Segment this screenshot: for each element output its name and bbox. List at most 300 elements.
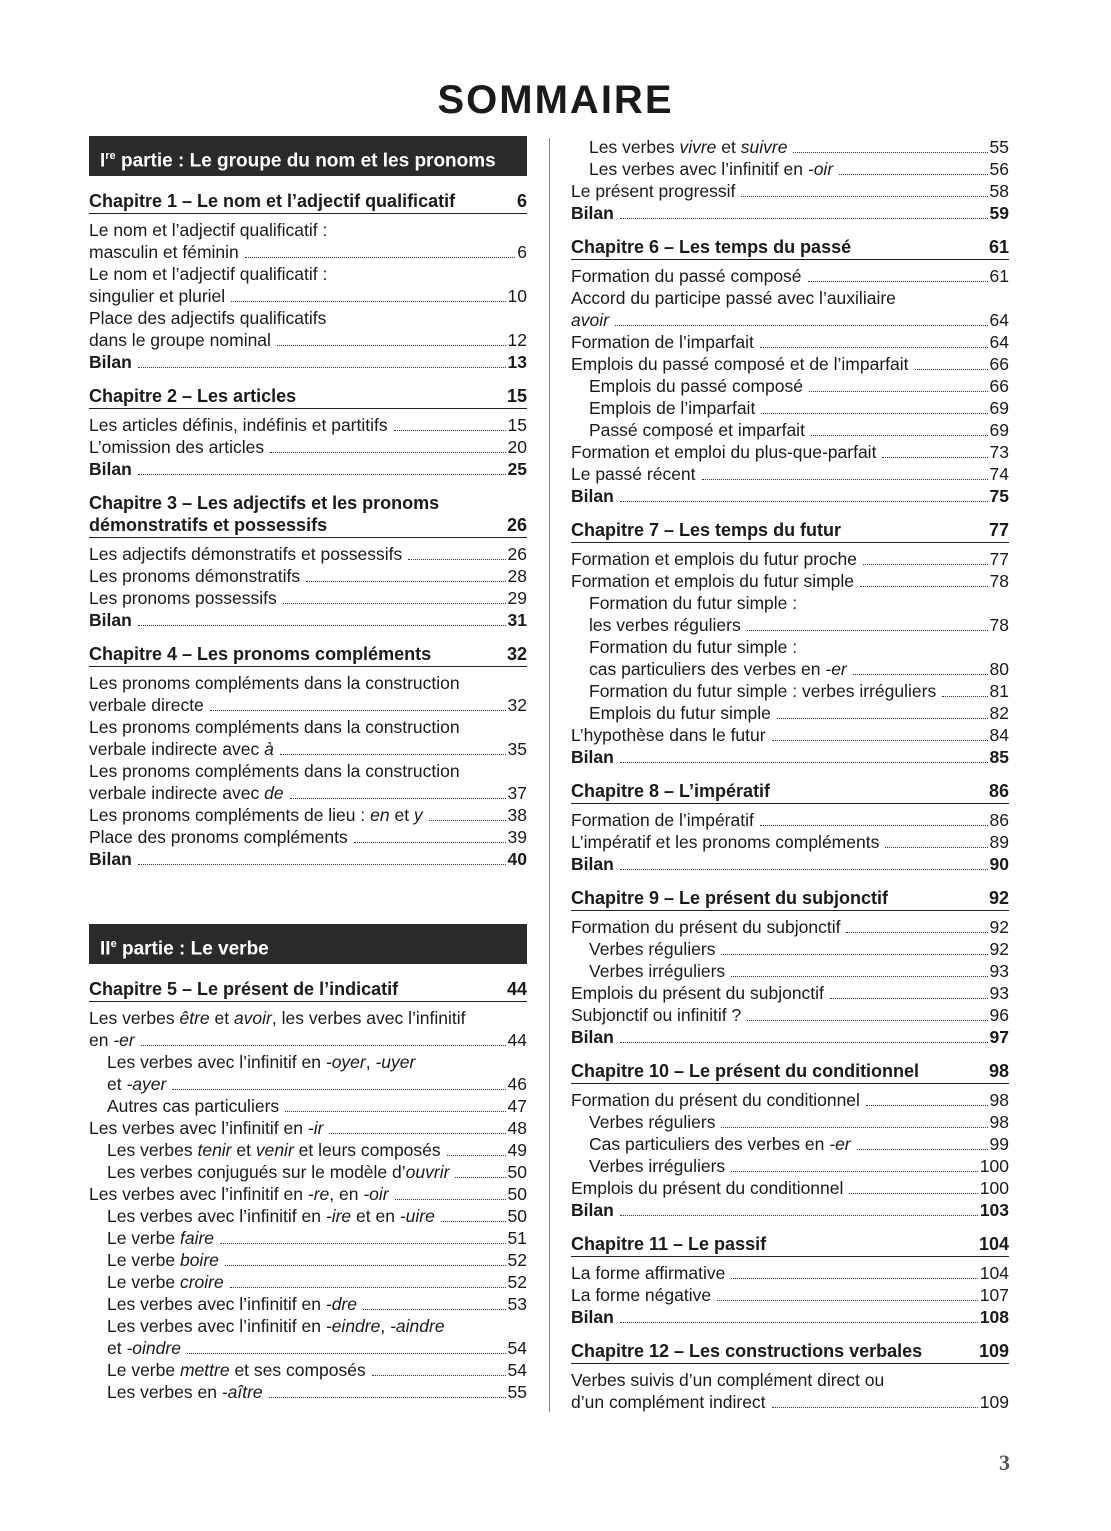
chapter-page: 109 xyxy=(978,1341,1009,1361)
toc-entry-label: Les verbes avec l’infinitif en -re, en -oir xyxy=(89,1184,389,1204)
toc-entry-page: 64 xyxy=(989,310,1009,330)
leader-dots xyxy=(747,1020,987,1021)
toc-entry xyxy=(571,680,1009,702)
leader-dots xyxy=(270,452,505,453)
toc-entry-page: 15 xyxy=(507,415,527,435)
leader-dots xyxy=(231,301,505,302)
leader-dots xyxy=(853,674,988,675)
toc-entry xyxy=(571,746,1009,768)
leader-dots xyxy=(285,1111,505,1112)
toc-entry-page: 55 xyxy=(507,1382,527,1402)
toc-entry xyxy=(89,565,527,587)
toc-entry-label: Les pronoms démonstratifs xyxy=(89,566,301,586)
toc-entry-label: Formation et emplois du futur proche xyxy=(571,549,857,569)
toc-entry-page: 82 xyxy=(989,703,1009,723)
part-numeral: I xyxy=(100,150,106,172)
toc-entry xyxy=(571,1306,1009,1328)
toc-entry xyxy=(89,414,527,436)
toc-entry-page: 55 xyxy=(989,137,1009,157)
toc-entry-page: 50 xyxy=(507,1206,527,1226)
toc-entry-page: 20 xyxy=(507,437,527,457)
leader-dots xyxy=(615,325,988,326)
toc-entry-page: 51 xyxy=(507,1228,527,1248)
leader-dots xyxy=(306,581,505,582)
toc-line: Accord du participe passé avec l’auxiliaire xyxy=(571,288,896,308)
leader-dots xyxy=(808,281,988,282)
chapter-title: Chapitre 11 – Le passif xyxy=(571,1234,767,1254)
chapter-heading xyxy=(571,1233,1009,1257)
toc-line: Le nom et l’adjectif qualificatif : xyxy=(89,264,328,284)
toc-entry xyxy=(89,848,527,870)
toc-entry xyxy=(571,397,1009,419)
toc-entry-label: et -ayer xyxy=(107,1074,167,1094)
toc-entry-label: L’impératif et les pronoms compléments xyxy=(571,832,880,852)
leader-dots xyxy=(747,630,988,631)
toc-entry-label: Verbes réguliers xyxy=(589,939,716,959)
toc-entry-label: Le passé récent xyxy=(571,464,696,484)
spacer xyxy=(571,875,1009,887)
toc-entry xyxy=(571,548,1009,570)
toc-entry-label: Verbes réguliers xyxy=(589,1112,716,1132)
toc-line: Les pronoms compléments dans la construction xyxy=(89,673,460,693)
toc-entry-label: Cas particuliers des verbes en -er xyxy=(589,1134,851,1154)
toc-entry-label: en -er xyxy=(89,1030,135,1050)
toc-entry-page: 109 xyxy=(979,1392,1009,1412)
toc-entry-label: Bilan xyxy=(571,1027,614,1047)
toc-entry-page: 54 xyxy=(507,1338,527,1358)
toc-line: Les verbes être et avoir, les verbes avec l’infinitif xyxy=(89,1008,466,1028)
toc-entry-page: 104 xyxy=(979,1263,1009,1283)
chapter-title: Chapitre 10 – Le présent du conditionnel xyxy=(571,1061,920,1081)
toc-entry xyxy=(571,831,1009,853)
toc-entry-page: 66 xyxy=(989,354,1009,374)
spacer xyxy=(89,373,527,385)
leader-dots xyxy=(429,820,506,821)
toc-entry xyxy=(571,375,1009,397)
chapter-title: Chapitre 4 – Les pronoms compléments xyxy=(89,644,432,664)
toc-entry-page: 54 xyxy=(507,1360,527,1380)
leader-dots xyxy=(394,430,506,431)
toc-entry-page: 10 xyxy=(507,286,527,306)
toc-entry xyxy=(571,702,1009,724)
toc-entry-label: Subjonctif ou infinitif ? xyxy=(571,1005,742,1025)
toc-entry-page: 73 xyxy=(989,442,1009,462)
toc-entry-label: Les verbes en -aître xyxy=(107,1382,263,1402)
toc-entry-page: 46 xyxy=(507,1074,527,1094)
chapter-heading xyxy=(89,190,527,214)
toc-entry-page: 32 xyxy=(507,695,527,715)
toc-entry xyxy=(571,419,1009,441)
toc-entry xyxy=(89,804,527,826)
toc-line: Verbes suivis d’un complément direct ou xyxy=(571,1370,885,1390)
spacer xyxy=(571,507,1009,519)
chapter-heading xyxy=(89,514,527,538)
toc-entry xyxy=(89,587,527,609)
toc-entry xyxy=(89,738,527,760)
toc-entry xyxy=(571,309,1009,331)
toc-entry-page: 25 xyxy=(507,459,527,479)
toc-entry-label: Les pronoms compléments de lieu : en et y xyxy=(89,805,423,825)
toc-entry-label: Emplois du présent du conditionnel xyxy=(571,1178,844,1198)
leader-dots xyxy=(830,998,988,999)
leader-dots xyxy=(269,1397,506,1398)
toc-entry-label: verbale indirecte avec de xyxy=(89,783,284,803)
toc-entry-page: 77 xyxy=(989,549,1009,569)
leader-dots xyxy=(329,1133,505,1134)
toc-entry-label: Formation du passé composé xyxy=(571,266,802,286)
chapter-heading xyxy=(89,978,527,1002)
leader-dots xyxy=(141,1045,506,1046)
toc-entry xyxy=(571,724,1009,746)
toc-entry-label: La forme affirmative xyxy=(571,1263,726,1283)
leader-dots xyxy=(220,1243,506,1244)
chapter-heading xyxy=(571,1340,1009,1364)
toc-entry xyxy=(571,463,1009,485)
toc-entry-label: verbale directe xyxy=(89,695,204,715)
leader-dots xyxy=(277,345,506,346)
toc-left-column xyxy=(89,136,527,1403)
toc-entry-label: verbale indirecte avec à xyxy=(89,739,274,759)
toc-entry-page: 99 xyxy=(989,1134,1009,1154)
toc-entry-page: 98 xyxy=(989,1112,1009,1132)
toc-entry xyxy=(571,916,1009,938)
toc-line: Formation du futur simple : xyxy=(589,593,798,613)
toc-entry xyxy=(89,241,527,263)
toc-entry xyxy=(89,436,527,458)
toc-entry-label: Les adjectifs démonstratifs et possessifs xyxy=(89,544,403,564)
toc-entry-label: Bilan xyxy=(571,1200,614,1220)
spacer xyxy=(571,224,1009,236)
toc-entry-label: Bilan xyxy=(571,203,614,223)
toc-entry-page: 90 xyxy=(989,854,1009,874)
toc-entry-page: 64 xyxy=(989,332,1009,352)
chapter-page: 44 xyxy=(506,979,527,999)
chapter-page: 61 xyxy=(988,237,1009,257)
leader-dots xyxy=(885,847,987,848)
toc-entry-page: 89 xyxy=(989,832,1009,852)
chapter-page: 26 xyxy=(506,515,527,535)
part-header xyxy=(89,136,527,176)
toc-entry-label: Bilan xyxy=(571,747,614,767)
toc-entry xyxy=(571,938,1009,960)
leader-dots xyxy=(760,825,988,826)
leader-dots xyxy=(225,1265,506,1266)
leader-dots xyxy=(866,1105,988,1106)
chapter-heading xyxy=(571,519,1009,543)
toc-entry-page: 78 xyxy=(989,615,1009,635)
toc-entry xyxy=(89,1337,527,1359)
toc-entry-page: 80 xyxy=(989,659,1009,679)
leader-dots xyxy=(230,1287,506,1288)
toc-entry-label: Emplois du futur simple xyxy=(589,703,771,723)
toc-entry-page: 75 xyxy=(989,486,1009,506)
toc-entry-page: 13 xyxy=(507,352,527,372)
leader-dots xyxy=(942,696,987,697)
leader-dots xyxy=(620,869,988,870)
toc-entry-label: Les articles définis, indéfinis et partitifs xyxy=(89,415,388,435)
toc-entry-page: 93 xyxy=(989,961,1009,981)
toc-entry xyxy=(571,1155,1009,1177)
toc-entry xyxy=(571,982,1009,1004)
part-numeral: II xyxy=(100,938,111,960)
toc-entry-label: Formation du présent du subjonctif xyxy=(571,917,841,937)
toc-entry xyxy=(571,180,1009,202)
chapter-title: Chapitre 2 – Les articles xyxy=(89,386,297,406)
leader-dots xyxy=(793,152,987,153)
toc-entry-page: 39 xyxy=(507,827,527,847)
toc-entry xyxy=(89,1359,527,1381)
toc-entry xyxy=(89,1293,527,1315)
toc-entry-page: 96 xyxy=(989,1005,1009,1025)
toc-entry-page: 37 xyxy=(507,783,527,803)
toc-entry-label: L’omission des articles xyxy=(89,437,265,457)
chapter-title: Chapitre 3 – Les adjectifs et les pronoms xyxy=(89,493,440,513)
toc-entry xyxy=(571,331,1009,353)
chapter-page: 32 xyxy=(506,644,527,664)
chapter-title: Chapitre 8 – L’impératif xyxy=(571,781,771,801)
leader-dots xyxy=(863,564,988,565)
toc-entry-label: Les verbes tenir et venir et leurs composés xyxy=(107,1140,441,1160)
toc-entry xyxy=(89,1227,527,1249)
toc-entry-label: Emplois du passé composé xyxy=(589,376,803,396)
page-title: SOMMAIRE xyxy=(437,78,674,122)
toc-entry-label: L’hypothèse dans le futur xyxy=(571,725,766,745)
leader-dots xyxy=(777,718,988,719)
leader-dots xyxy=(860,586,987,587)
toc-entry-label: les verbes réguliers xyxy=(589,615,741,635)
leader-dots xyxy=(172,1089,505,1090)
toc-entry-label: Les verbes avec l’infinitif en -oir xyxy=(589,159,834,179)
toc-entry-page: 92 xyxy=(989,939,1009,959)
chapter-title: Chapitre 7 – Les temps du futur xyxy=(571,520,842,540)
toc-entry xyxy=(89,1205,527,1227)
chapter-heading xyxy=(571,887,1009,911)
toc-entry-label: Le verbe boire xyxy=(107,1250,219,1270)
toc-entry xyxy=(89,285,527,307)
toc-entry xyxy=(89,458,527,480)
chapter-page: 6 xyxy=(516,191,527,211)
toc-entry-page: 58 xyxy=(989,181,1009,201)
toc-entry-label: Les verbes conjugués sur le modèle d’ouvrir xyxy=(107,1162,450,1182)
toc-entry-label: Formation et emplois du futur simple xyxy=(571,571,855,591)
leader-dots xyxy=(761,413,987,414)
chapter-title: démonstratifs et possessifs xyxy=(89,515,328,535)
toc-entry xyxy=(571,614,1009,636)
toc-entry-label: Les pronoms possessifs xyxy=(89,588,277,608)
toc-entry-label: et -oindre xyxy=(107,1338,181,1358)
leader-dots xyxy=(721,954,987,955)
toc-entry-page: 6 xyxy=(517,242,527,262)
toc-line: Les pronoms compléments dans la construction xyxy=(89,717,460,737)
leader-dots xyxy=(354,842,506,843)
toc-entry xyxy=(89,351,527,373)
toc-entry xyxy=(89,609,527,631)
toc-entry-label: Emplois de l’imparfait xyxy=(589,398,756,418)
leader-dots xyxy=(620,218,988,219)
toc-entry-page: 66 xyxy=(989,376,1009,396)
toc-entry xyxy=(571,1004,1009,1026)
toc-entry-label: Bilan xyxy=(89,352,132,372)
toc-entry-page: 108 xyxy=(979,1307,1009,1327)
leader-dots xyxy=(280,754,506,755)
toc-entry xyxy=(571,809,1009,831)
spacer xyxy=(571,768,1009,780)
toc-entry xyxy=(89,1183,527,1205)
toc-entry xyxy=(571,1089,1009,1111)
toc-entry-page: 47 xyxy=(507,1096,527,1116)
chapter-heading xyxy=(571,1060,1009,1084)
toc-entry-label: Place des pronoms compléments xyxy=(89,827,348,847)
chapter-page: 104 xyxy=(978,1234,1009,1254)
leader-dots xyxy=(372,1375,506,1376)
toc-line: Les pronoms compléments dans la construction xyxy=(89,761,460,781)
toc-entry-label: Formation et emploi du plus-que-parfait xyxy=(571,442,877,462)
toc-entry-page: 48 xyxy=(507,1118,527,1138)
toc-entry-page: 50 xyxy=(507,1162,527,1182)
toc-entry xyxy=(571,136,1009,158)
leader-dots xyxy=(620,1042,988,1043)
toc-entry-page: 103 xyxy=(979,1200,1009,1220)
toc-entry-page: 59 xyxy=(989,203,1009,223)
spacer xyxy=(89,631,527,643)
toc-entry-label: Emplois du passé composé et de l’imparfait xyxy=(571,354,909,374)
toc-entry-page: 50 xyxy=(507,1184,527,1204)
toc-entry-label: Le présent progressif xyxy=(571,181,736,201)
leader-dots xyxy=(455,1177,505,1178)
toc-entry xyxy=(89,694,527,716)
toc-entry xyxy=(89,1161,527,1183)
toc-entry xyxy=(89,1381,527,1403)
page-number: 3 xyxy=(999,1450,1010,1475)
toc-entry-label: d’un complément indirect xyxy=(571,1392,766,1412)
leader-dots xyxy=(245,257,515,258)
toc-entry-label: Passé composé et imparfait xyxy=(589,420,805,440)
leader-dots xyxy=(187,1353,506,1354)
chapter-title: Chapitre 12 – Les constructions verbales xyxy=(571,1341,923,1361)
toc-entry-page: 100 xyxy=(979,1178,1009,1198)
toc-entry-page: 69 xyxy=(989,420,1009,440)
toc-entry-label: Formation du futur simple : verbes irréguliers xyxy=(589,681,937,701)
toc-entry xyxy=(89,1117,527,1139)
toc-entry xyxy=(571,1391,1009,1413)
toc-entry xyxy=(89,329,527,351)
toc-entry xyxy=(571,570,1009,592)
leader-dots xyxy=(363,1309,506,1310)
leader-dots xyxy=(620,1215,978,1216)
toc-entry-page: 84 xyxy=(989,725,1009,745)
toc-entry-label: dans le groupe nominal xyxy=(89,330,271,350)
leader-dots xyxy=(772,740,988,741)
toc-entry-page: 61 xyxy=(989,266,1009,286)
toc-line: Le nom et l’adjectif qualificatif : xyxy=(89,220,328,240)
part-header xyxy=(89,924,527,964)
toc-entry xyxy=(89,1095,527,1117)
toc-entry-page: 12 xyxy=(507,330,527,350)
chapter-title: Chapitre 1 – Le nom et l’adjectif qualificatif xyxy=(89,191,456,211)
toc-entry-page: 107 xyxy=(979,1285,1009,1305)
leader-dots xyxy=(849,1193,977,1194)
toc-entry xyxy=(571,158,1009,180)
spacer xyxy=(89,480,527,492)
spacer xyxy=(571,1048,1009,1060)
toc-entry-page: 53 xyxy=(507,1294,527,1314)
leader-dots xyxy=(721,1127,987,1128)
leader-dots xyxy=(395,1199,506,1200)
leader-dots xyxy=(717,1300,978,1301)
toc-entry-label: masculin et féminin xyxy=(89,242,239,262)
toc-entry-label: Verbes irréguliers xyxy=(589,961,726,981)
toc-entry xyxy=(571,1026,1009,1048)
toc-entry-page: 74 xyxy=(989,464,1009,484)
chapter-page: 77 xyxy=(988,520,1009,540)
toc-entry xyxy=(89,1249,527,1271)
column-divider xyxy=(549,138,550,1412)
toc-entry-label: Verbes irréguliers xyxy=(589,1156,726,1176)
chapter-title: Chapitre 5 – Le présent de l’indicatif xyxy=(89,979,399,999)
part-title: partie : Le verbe xyxy=(116,938,269,960)
toc-entry-page: 52 xyxy=(507,1272,527,1292)
toc-entry-page: 85 xyxy=(989,747,1009,767)
toc-entry xyxy=(571,1133,1009,1155)
toc-entry-page: 40 xyxy=(507,849,527,869)
toc-entry-page: 100 xyxy=(979,1156,1009,1176)
chapter-page: 98 xyxy=(988,1061,1009,1081)
toc-entry-page: 31 xyxy=(507,610,527,630)
toc-entry-label: Emplois du présent du subjonctif xyxy=(571,983,824,1003)
spacer xyxy=(571,1221,1009,1233)
spacer xyxy=(89,870,527,924)
toc-entry-label: Les verbes avec l’infinitif en -ire et en -uire xyxy=(107,1206,435,1226)
leader-dots xyxy=(408,559,505,560)
leader-dots xyxy=(138,367,506,368)
toc-entry xyxy=(571,1262,1009,1284)
toc-entry-page: 35 xyxy=(507,739,527,759)
leader-dots xyxy=(760,347,988,348)
toc-entry xyxy=(571,658,1009,680)
toc-entry-page: 44 xyxy=(507,1030,527,1050)
toc-entry-label: Bilan xyxy=(571,1307,614,1327)
toc-entry xyxy=(571,1177,1009,1199)
toc-entry-page: 81 xyxy=(989,681,1009,701)
toc-entry-label: Formation de l’impératif xyxy=(571,810,754,830)
toc-entry-page: 29 xyxy=(507,588,527,608)
leader-dots xyxy=(811,435,988,436)
toc-entry-label: Bilan xyxy=(571,486,614,506)
chapter-heading xyxy=(89,492,527,514)
toc-line: Les verbes avec l’infinitif en -oyer, -uyer xyxy=(107,1052,416,1072)
leader-dots xyxy=(839,174,987,175)
chapter-page: 92 xyxy=(988,888,1009,908)
toc-entry xyxy=(571,441,1009,463)
leader-dots xyxy=(809,391,988,392)
chapter-title: Chapitre 9 – Le présent du subjonctif xyxy=(571,888,889,908)
leader-dots xyxy=(702,479,988,480)
toc-entry xyxy=(89,826,527,848)
chapter-heading xyxy=(89,385,527,409)
leader-dots xyxy=(731,1171,978,1172)
toc-entry-page: 38 xyxy=(507,805,527,825)
toc-entry-label: Autres cas particuliers xyxy=(107,1096,280,1116)
toc-entry xyxy=(571,853,1009,875)
toc-entry-label: Bilan xyxy=(571,854,614,874)
leader-dots xyxy=(857,1149,988,1150)
toc-line: Les verbes avec l’infinitif en -eindre, -aindre xyxy=(107,1316,445,1336)
toc-entry-label: singulier et pluriel xyxy=(89,286,226,306)
leader-dots xyxy=(915,369,988,370)
toc-entry xyxy=(89,1029,527,1051)
toc-entry-label: Bilan xyxy=(89,459,132,479)
leader-dots xyxy=(772,1407,978,1408)
